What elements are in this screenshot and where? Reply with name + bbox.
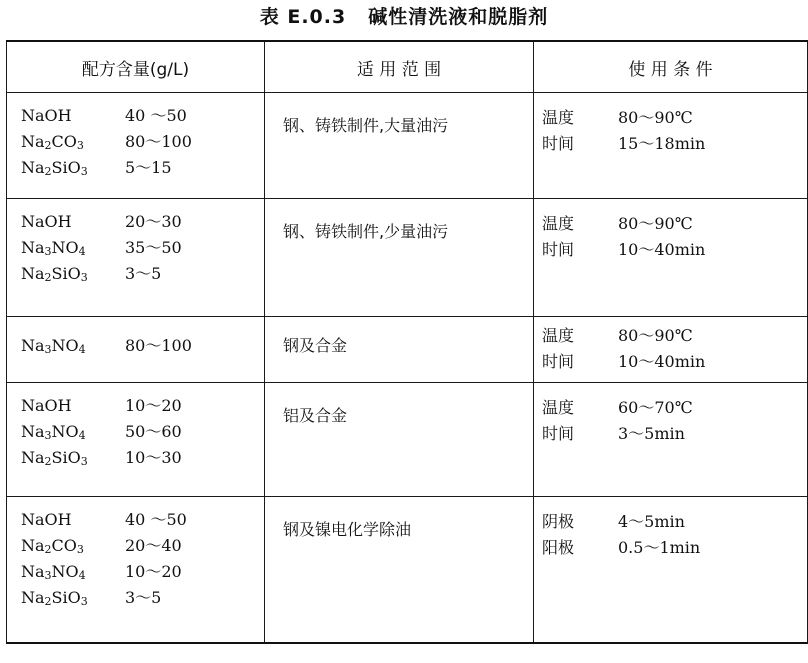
condition-value: 0.5～1min bbox=[618, 538, 701, 557]
formula-line bbox=[21, 209, 264, 235]
condition-line bbox=[542, 349, 807, 375]
scope-text: 铝及合金 bbox=[283, 406, 348, 425]
table-number: 表 E.0.3 bbox=[259, 6, 347, 28]
chemical-amount: 80～100 bbox=[125, 132, 192, 151]
scope-cell bbox=[265, 199, 534, 317]
chemical-amount: 3～5 bbox=[125, 588, 162, 607]
formula-cell bbox=[7, 383, 265, 497]
table-row bbox=[7, 199, 808, 317]
condition-label: 时间 bbox=[542, 424, 575, 443]
scope-cell bbox=[265, 317, 534, 383]
formula-line bbox=[21, 393, 264, 419]
scope-text: 钢及合金 bbox=[283, 336, 348, 355]
condition-line bbox=[542, 395, 807, 421]
chemical-name: $Na_3NO_4$ bbox=[21, 336, 86, 356]
condition-label: 温度 bbox=[542, 214, 575, 233]
condition-label: 时间 bbox=[542, 134, 575, 153]
condition-line bbox=[542, 211, 807, 237]
conditions-cell bbox=[534, 383, 808, 497]
condition-value: 80～90℃ bbox=[618, 108, 693, 127]
formula-line bbox=[21, 533, 264, 559]
formula-cell bbox=[7, 497, 265, 644]
chemical-amount: 10～20 bbox=[125, 396, 182, 415]
chemical-amount: 5～15 bbox=[125, 158, 172, 177]
condition-line bbox=[542, 131, 807, 157]
condition-label: 温度 bbox=[542, 326, 575, 345]
condition-line bbox=[542, 535, 807, 561]
chemical-name: $Na_2SiO_3$ bbox=[21, 588, 88, 608]
header-scope: 适 用 范 围 bbox=[265, 41, 534, 93]
chemical-name: NaOH bbox=[21, 106, 72, 125]
formula-line bbox=[21, 155, 264, 181]
chemical-amount: 35～50 bbox=[125, 238, 182, 257]
condition-label: 时间 bbox=[542, 352, 575, 371]
chemical-amount: 80～100 bbox=[125, 336, 192, 355]
formula-line bbox=[21, 559, 264, 585]
condition-line bbox=[542, 105, 807, 131]
chemical-amount: 40 ～50 bbox=[125, 106, 187, 125]
chemical-amount: 10～30 bbox=[125, 448, 182, 467]
conditions-cell bbox=[534, 497, 808, 644]
condition-value: 10～40min bbox=[618, 240, 706, 259]
table-caption bbox=[0, 2, 808, 30]
chemical-amount: 3～5 bbox=[125, 264, 162, 283]
condition-line bbox=[542, 237, 807, 263]
formula-line bbox=[21, 445, 264, 471]
condition-value: 10～40min bbox=[618, 352, 706, 371]
table-title: 碱性清洗液和脱脂剂 bbox=[368, 6, 549, 28]
formula-line bbox=[21, 507, 264, 533]
chemical-name: $Na_2SiO_3$ bbox=[21, 264, 88, 284]
chemical-name: $Na_2SiO_3$ bbox=[21, 448, 88, 468]
formula-line bbox=[21, 235, 264, 261]
chemical-name: $Na_3NO_4$ bbox=[21, 422, 86, 442]
header-conditions: 使 用 条 件 bbox=[534, 41, 808, 93]
condition-value: 3～5min bbox=[618, 424, 685, 443]
condition-line bbox=[542, 421, 807, 447]
conditions-cell bbox=[534, 199, 808, 317]
chemical-amount: 50～60 bbox=[125, 422, 182, 441]
table-row bbox=[7, 93, 808, 199]
formula-cell bbox=[7, 199, 265, 317]
chemical-amount: 10～20 bbox=[125, 562, 182, 581]
condition-label: 时间 bbox=[542, 240, 575, 259]
formula-line bbox=[21, 585, 264, 611]
chemical-name: $Na_2CO_3$ bbox=[21, 536, 84, 556]
formula-line bbox=[21, 333, 264, 359]
scope-text: 钢及镍电化学除油 bbox=[283, 520, 412, 539]
condition-line bbox=[542, 323, 807, 349]
formula-line bbox=[21, 419, 264, 445]
scope-cell bbox=[265, 497, 534, 644]
chemical-name: NaOH bbox=[21, 212, 72, 231]
chemical-name: NaOH bbox=[21, 510, 72, 529]
chemical-amount: 20～30 bbox=[125, 212, 182, 231]
conditions-cell bbox=[534, 93, 808, 199]
table-row bbox=[7, 317, 808, 383]
formula-line bbox=[21, 129, 264, 155]
chemical-name: $Na_2SiO_3$ bbox=[21, 158, 88, 178]
formula-line bbox=[21, 103, 264, 129]
scope-text: 钢、铸铁制件,大量油污 bbox=[283, 116, 449, 135]
condition-label: 温度 bbox=[542, 398, 575, 417]
chemical-name: NaOH bbox=[21, 396, 72, 415]
chemical-name: $Na_3NO_4$ bbox=[21, 562, 86, 582]
header-row bbox=[7, 41, 808, 93]
scope-cell bbox=[265, 93, 534, 199]
formula-line bbox=[21, 261, 264, 287]
chemical-amount: 20～40 bbox=[125, 536, 182, 555]
scope-cell bbox=[265, 383, 534, 497]
table-row bbox=[7, 383, 808, 497]
condition-value: 80～90℃ bbox=[618, 326, 693, 345]
condition-line bbox=[542, 509, 807, 535]
scope-text: 钢、铸铁制件,少量油污 bbox=[283, 222, 449, 241]
conditions-cell bbox=[534, 317, 808, 383]
condition-label: 阳极 bbox=[542, 538, 575, 557]
chemical-amount: 40 ～50 bbox=[125, 510, 187, 529]
condition-value: 4～5min bbox=[618, 512, 685, 531]
formula-cell bbox=[7, 93, 265, 199]
chemical-name: $Na_2CO_3$ bbox=[21, 132, 84, 152]
cleaning-solution-table bbox=[6, 40, 808, 644]
condition-label: 温度 bbox=[542, 108, 575, 127]
header-formula: 配方含量(g/L) bbox=[7, 41, 265, 93]
condition-value: 60～70℃ bbox=[618, 398, 693, 417]
condition-value: 80～90℃ bbox=[618, 214, 693, 233]
formula-cell bbox=[7, 317, 265, 383]
condition-label: 阴极 bbox=[542, 512, 575, 531]
table-row bbox=[7, 497, 808, 644]
condition-value: 15～18min bbox=[618, 134, 706, 153]
chemical-name: $Na_3NO_4$ bbox=[21, 238, 86, 258]
